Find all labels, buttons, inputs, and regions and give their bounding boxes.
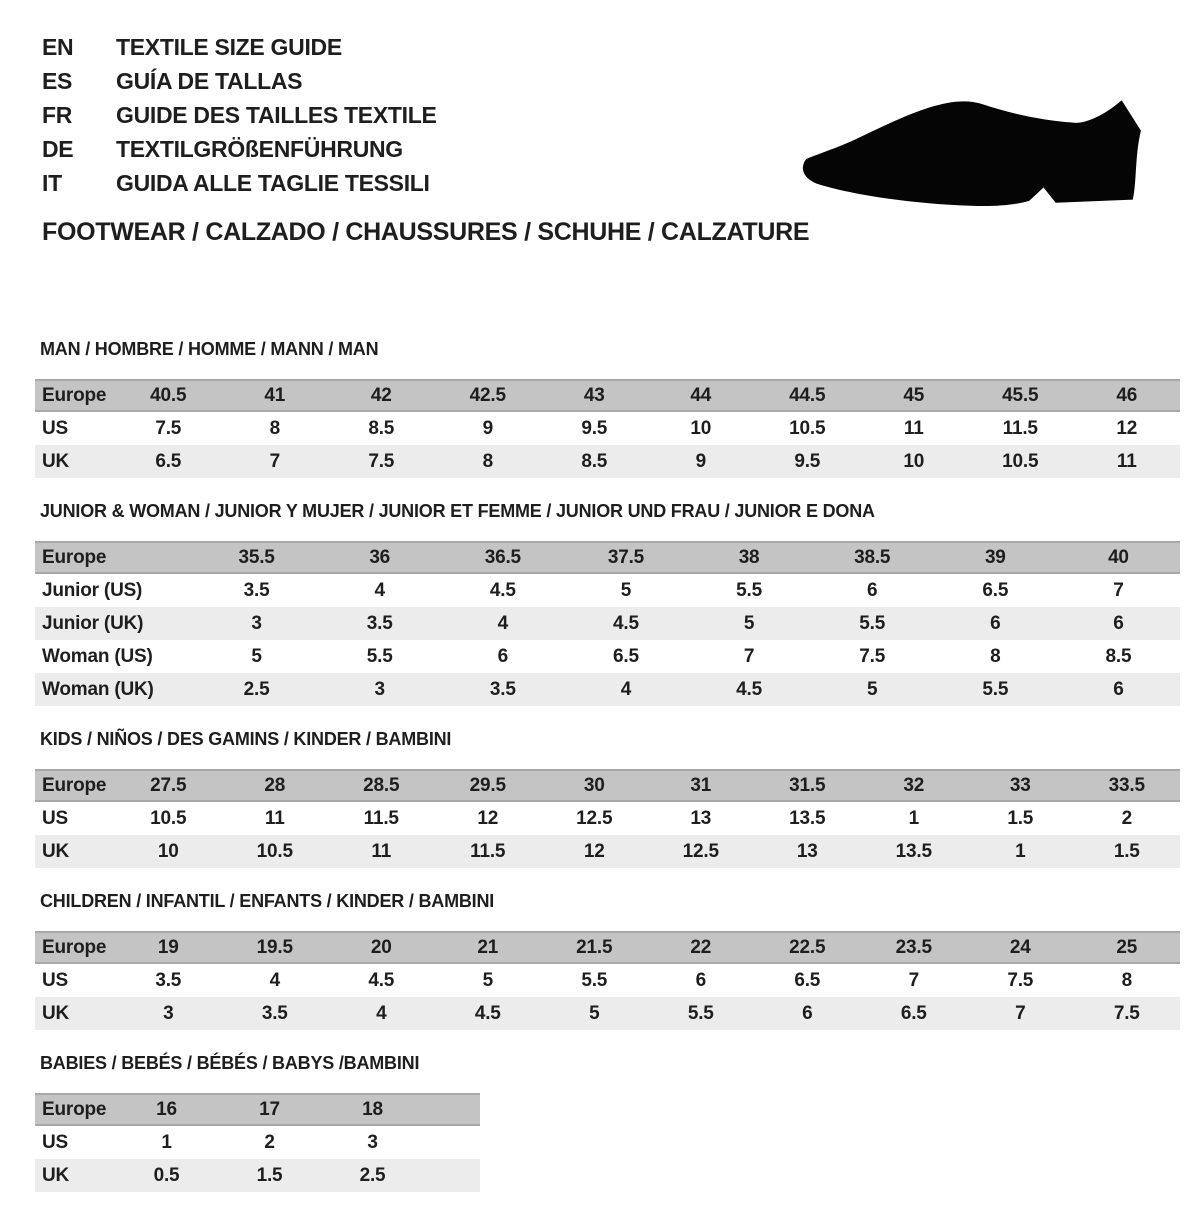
size-cell: 3: [318, 673, 441, 706]
size-cell: 5.5: [736, 579, 762, 601]
size-cell: 3.5: [222, 997, 329, 1030]
size-cell: 2: [1121, 807, 1132, 829]
size-table: [35, 379, 1180, 478]
size-cell: 32: [861, 770, 968, 801]
size-cell: 11: [1074, 445, 1181, 478]
table-row: [35, 640, 1180, 673]
size-cell: 25: [1074, 932, 1181, 963]
size-cell: 11: [903, 417, 924, 439]
section-title: BABIES / BEBÉS / BÉBÉS / BABYS /BAMBINI: [40, 1053, 420, 1073]
size-cell: 35.5: [195, 542, 318, 573]
table-row: [35, 835, 1180, 868]
row-label-cell: Europe: [35, 932, 115, 963]
size-cell: 11: [328, 835, 435, 868]
size-cell: 5.5: [934, 673, 1057, 706]
size-cell: 6.5: [861, 997, 968, 1030]
page-root: [0, 30, 1200, 1230]
size-cell: 3: [115, 997, 222, 1030]
size-cell: 4.5: [564, 607, 687, 640]
size-cell: 29.5: [435, 770, 542, 801]
size-cell: 12.5: [576, 807, 613, 829]
size-cell: 8.5: [1105, 645, 1132, 667]
row-label-cell: US: [42, 807, 68, 829]
size-table: [35, 769, 1180, 868]
size-cell: 9: [482, 417, 493, 439]
row-label-cell: US: [42, 969, 68, 991]
size-cell: 12: [1116, 417, 1138, 439]
size-cell: 5: [811, 673, 934, 706]
size-cell: 3.5: [243, 579, 270, 601]
size-tables: [35, 339, 1200, 1192]
size-cell: 0.5: [115, 1159, 218, 1192]
filler-cell: [424, 1159, 480, 1192]
size-cell: 5.5: [648, 997, 755, 1030]
table-row: [35, 963, 1180, 997]
size-cell: 38.5: [811, 542, 934, 573]
size-cell: 7: [743, 645, 755, 667]
size-cell: 13: [754, 835, 861, 868]
size-cell: 12: [541, 835, 648, 868]
size-cell: 6: [934, 607, 1057, 640]
size-cell: 4: [374, 579, 385, 601]
size-cell: 6: [497, 645, 508, 667]
size-cell: 40: [1057, 542, 1180, 573]
size-section: [35, 501, 1200, 706]
table-row: [35, 932, 1180, 963]
size-section: [35, 339, 1200, 478]
row-label-cell: UK: [35, 1159, 115, 1192]
row-label-cell: Woman (UK): [35, 673, 195, 706]
size-cell: 1.5: [1074, 835, 1181, 868]
dress-shoe-icon: [800, 92, 1145, 214]
row-label-cell: UK: [35, 445, 115, 478]
size-cell: 39: [934, 542, 1057, 573]
category-line: FOOTWEAR / CALZADO / CHAUSSURES / SCHUHE / CALZATURE: [42, 218, 810, 246]
size-cell: 4: [564, 673, 687, 706]
size-cell: 3.5: [441, 673, 564, 706]
size-cell: 6: [695, 969, 706, 991]
size-cell: 5.5: [581, 969, 608, 991]
size-cell: 7: [908, 969, 919, 991]
size-cell: 6: [867, 579, 878, 601]
size-cell: 10: [115, 835, 222, 868]
size-cell: 2.5: [321, 1159, 424, 1192]
size-cell: 13.5: [861, 835, 968, 868]
size-cell: 11: [264, 807, 285, 829]
size-cell: 41: [222, 380, 329, 411]
size-cell: 7.5: [155, 417, 182, 439]
language-code: DE: [42, 136, 74, 162]
section-title: KIDS / NIÑOS / DES GAMINS / KINDER / BAMBINI: [40, 729, 452, 749]
size-cell: 42: [328, 380, 435, 411]
size-cell: 1.5: [218, 1159, 321, 1192]
size-cell: 4.5: [688, 673, 811, 706]
size-cell: 7.5: [328, 445, 435, 478]
size-cell: 6: [754, 997, 861, 1030]
language-title: TEXTILE SIZE GUIDE: [116, 34, 342, 60]
size-cell: 13.5: [789, 807, 826, 829]
size-cell: 36: [318, 542, 441, 573]
size-cell: 30: [541, 770, 648, 801]
size-cell: 43: [541, 380, 648, 411]
size-cell: 28: [222, 770, 329, 801]
size-cell: 19: [115, 932, 222, 963]
size-cell: 31: [648, 770, 755, 801]
size-cell: 42.5: [435, 380, 542, 411]
size-cell: 3: [367, 1131, 378, 1153]
size-cell: 20: [328, 932, 435, 963]
size-cell: 8: [1121, 969, 1132, 991]
size-cell: 10.5: [789, 417, 826, 439]
size-cell: 5.5: [366, 645, 393, 667]
size-cell: 6.5: [982, 579, 1009, 601]
size-table: [35, 931, 1180, 1030]
table-row: [35, 445, 1180, 478]
size-cell: 8.5: [368, 417, 395, 439]
language-code: EN: [42, 34, 74, 60]
size-cell: 11.5: [363, 807, 399, 829]
size-cell: 23.5: [861, 932, 968, 963]
row-label-cell: Junior (UK): [35, 607, 195, 640]
size-cell: 4: [441, 607, 564, 640]
size-cell: 19.5: [222, 932, 329, 963]
size-cell: 10: [690, 417, 712, 439]
filler-cell: [424, 1125, 480, 1159]
size-cell: 21: [435, 932, 542, 963]
row-label-cell: Europe: [35, 380, 115, 411]
size-cell: 3: [195, 607, 318, 640]
size-cell: 12: [477, 807, 499, 829]
size-cell: 2.5: [195, 673, 318, 706]
size-cell: 7: [967, 997, 1074, 1030]
size-cell: 6.5: [115, 445, 222, 478]
row-label-cell: Junior (US): [42, 579, 143, 601]
size-cell: 22: [648, 932, 755, 963]
size-cell: 16: [115, 1094, 218, 1125]
table-row: [35, 801, 1180, 835]
size-cell: 24: [967, 932, 1074, 963]
size-section: [35, 1053, 1200, 1192]
size-cell: 8.5: [541, 445, 648, 478]
row-label-cell: UK: [35, 835, 115, 868]
size-cell: 5: [251, 645, 262, 667]
size-cell: 4: [328, 997, 435, 1030]
size-table: [35, 541, 1180, 706]
size-cell: 11.5: [435, 835, 542, 868]
size-cell: 1: [908, 807, 919, 829]
size-cell: 44.5: [754, 380, 861, 411]
size-cell: 45.5: [967, 380, 1074, 411]
size-cell: 8: [435, 445, 542, 478]
size-cell: 5: [541, 997, 648, 1030]
table-row: [35, 573, 1180, 607]
row-label-cell: UK: [35, 997, 115, 1030]
size-cell: 8: [990, 645, 1001, 667]
size-cell: 31.5: [754, 770, 861, 801]
size-cell: 6.5: [613, 645, 639, 667]
size-cell: 7: [222, 445, 329, 478]
size-cell: 9.5: [581, 417, 608, 439]
size-cell: 10.5: [967, 445, 1074, 478]
row-label-cell: US: [42, 417, 68, 439]
table-row: [35, 673, 1180, 706]
size-cell: 17: [218, 1094, 321, 1125]
size-cell: 7.5: [859, 645, 886, 667]
size-cell: 9: [648, 445, 755, 478]
size-cell: 4.5: [368, 969, 395, 991]
size-cell: 5.5: [811, 607, 934, 640]
size-cell: 13: [690, 807, 712, 829]
language-title: GUIDA ALLE TAGLIE TESSILI: [116, 170, 430, 196]
size-cell: 3.5: [318, 607, 441, 640]
row-label-cell: US: [42, 1131, 68, 1153]
row-label-cell: Woman (US): [42, 645, 153, 667]
table-row: [35, 770, 1180, 801]
filler-cell: [424, 1094, 480, 1125]
size-cell: 1: [161, 1131, 172, 1153]
table-row: [35, 997, 1180, 1030]
size-cell: 7: [1113, 579, 1124, 601]
size-cell: 5: [482, 969, 493, 991]
size-cell: 6.5: [794, 969, 821, 991]
size-cell: 4.5: [489, 579, 516, 601]
size-cell: 28.5: [328, 770, 435, 801]
table-row: [35, 1094, 480, 1125]
size-cell: 7.5: [1074, 997, 1181, 1030]
size-cell: 44: [648, 380, 755, 411]
size-cell: 10.5: [150, 807, 187, 829]
size-cell: 46: [1074, 380, 1181, 411]
size-cell: 1: [967, 835, 1074, 868]
size-cell: 8: [269, 417, 280, 439]
language-title: TEXTILGRÖßENFÜHRUNG: [116, 136, 403, 162]
size-section: [35, 891, 1200, 1030]
size-cell: 40.5: [115, 380, 222, 411]
size-cell: 5: [688, 607, 811, 640]
table-row: [35, 542, 1180, 573]
size-cell: 1.5: [1007, 807, 1034, 829]
table-row: [35, 1159, 480, 1192]
table-row: [35, 411, 1180, 445]
size-cell: 21.5: [541, 932, 648, 963]
size-cell: 9.5: [754, 445, 861, 478]
size-cell: 4: [269, 969, 280, 991]
size-cell: 7.5: [1007, 969, 1034, 991]
size-cell: 11.5: [1002, 417, 1038, 439]
row-label-cell: Europe: [35, 770, 115, 801]
size-cell: 10: [861, 445, 968, 478]
table-row: [35, 607, 1180, 640]
section-title: JUNIOR & WOMAN / JUNIOR Y MUJER / JUNIOR ET FEMME / JUNIOR UND FRAU / JUNIOR E DONA: [40, 501, 875, 521]
language-title: GUÍA DE TALLAS: [116, 68, 303, 94]
language-row: [42, 30, 1200, 64]
size-cell: 10.5: [222, 835, 329, 868]
size-cell: 5: [620, 579, 632, 601]
language-code: ES: [42, 68, 73, 94]
language-code: IT: [42, 170, 62, 196]
size-cell: 37.5: [564, 542, 687, 573]
size-cell: 38: [688, 542, 811, 573]
size-table: [35, 1093, 480, 1192]
size-cell: 18: [321, 1094, 424, 1125]
size-cell: 4.5: [435, 997, 542, 1030]
section-title: CHILDREN / INFANTIL / ENFANTS / KINDER / BAMBINI: [40, 891, 495, 911]
size-cell: 33: [967, 770, 1074, 801]
size-cell: 22.5: [754, 932, 861, 963]
size-cell: 33.5: [1074, 770, 1181, 801]
section-title: MAN / HOMBRE / HOMME / MANN / MAN: [40, 339, 379, 359]
size-cell: 45: [861, 380, 968, 411]
size-cell: 6: [1057, 607, 1180, 640]
row-label-cell: Europe: [35, 542, 195, 573]
size-cell: 2: [264, 1131, 275, 1153]
table-row: [35, 380, 1180, 411]
row-label-cell: Europe: [35, 1094, 115, 1125]
size-cell: 6: [1057, 673, 1180, 706]
language-title: GUIDE DES TAILLES TEXTILE: [116, 102, 437, 128]
size-cell: 12.5: [648, 835, 755, 868]
table-row: [35, 1125, 480, 1159]
size-cell: 3.5: [155, 969, 182, 991]
size-cell: 36.5: [441, 542, 564, 573]
size-cell: 27.5: [115, 770, 222, 801]
size-section: [35, 729, 1200, 868]
language-code: FR: [42, 102, 73, 128]
